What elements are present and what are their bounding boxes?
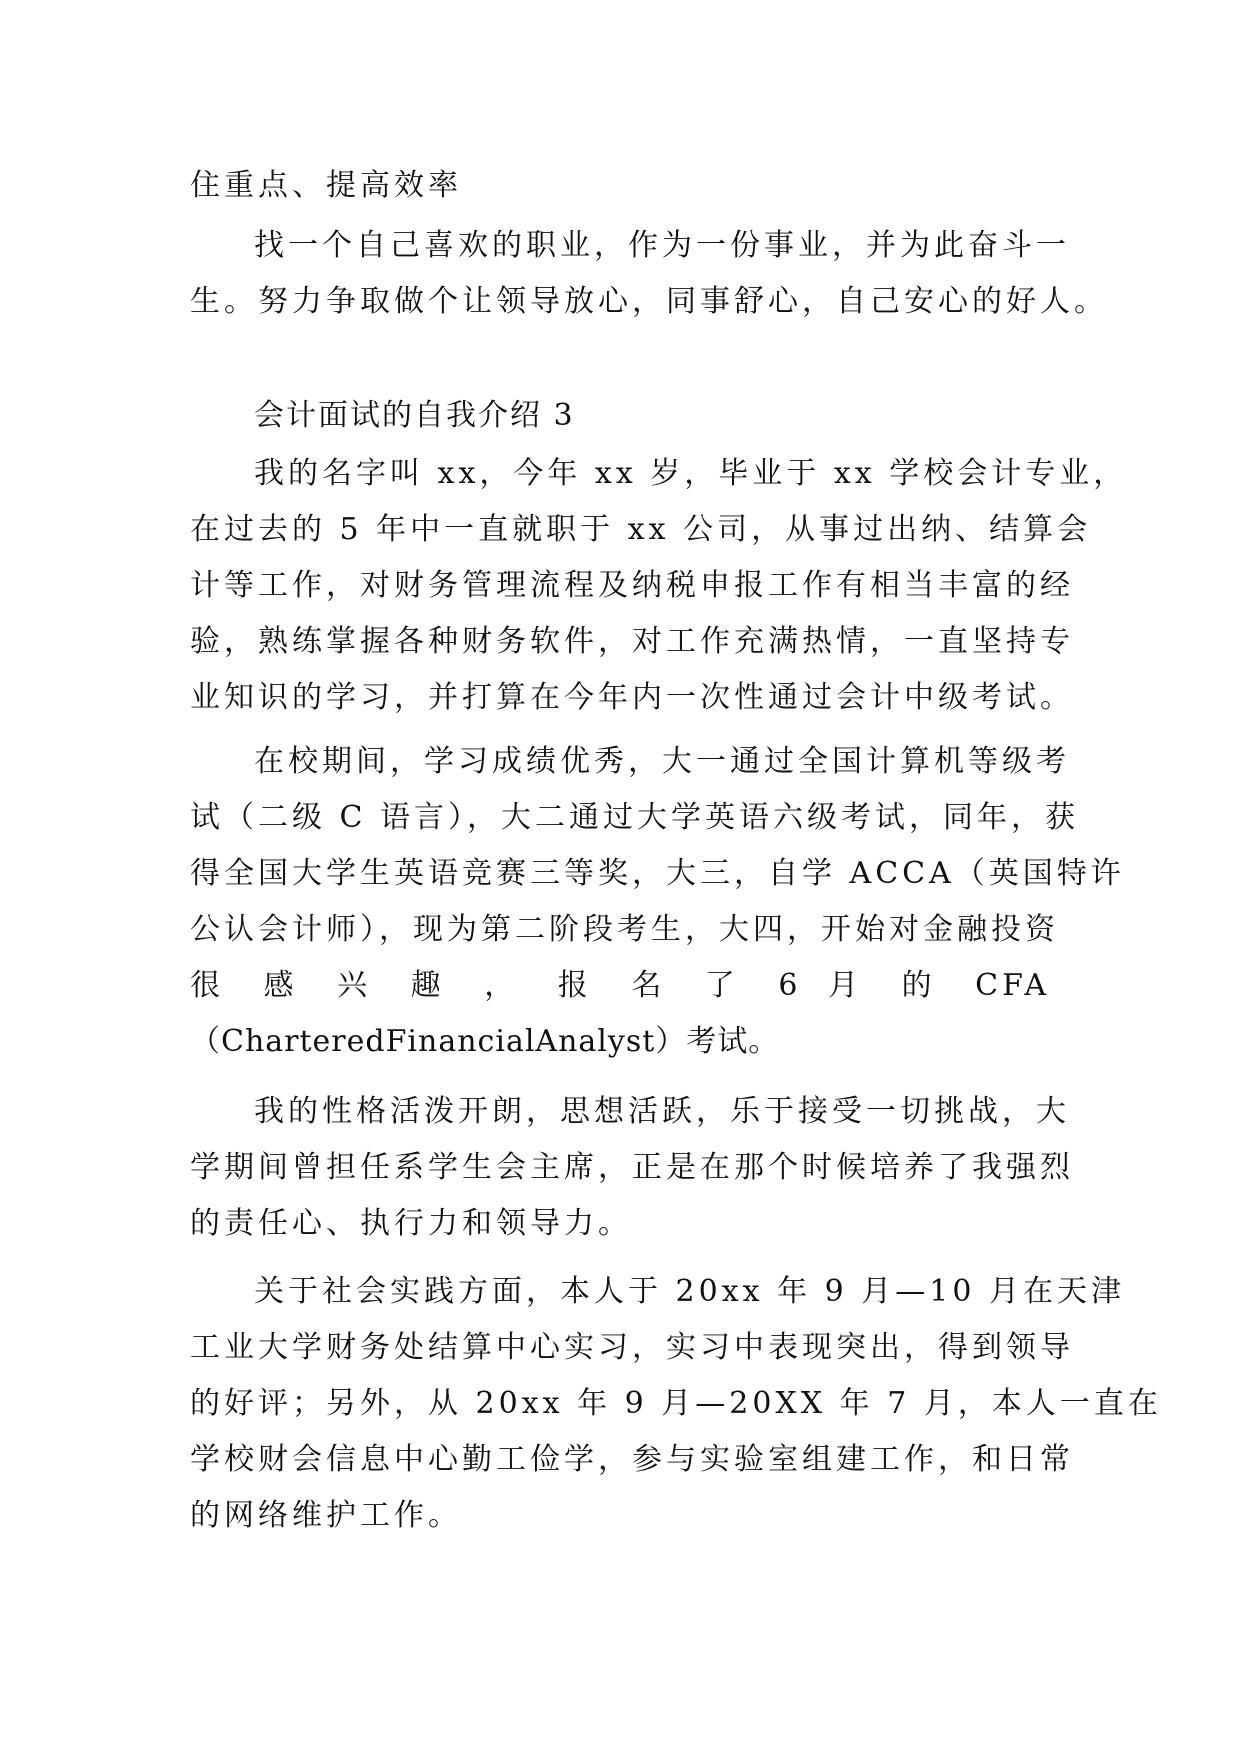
paragraph-3-line-4: 验，熟练掌握各种财务软件，对工作充满热情，一直坚持专 [190, 624, 1074, 659]
paragraph-5-line-3: 的责任心、执行力和领导力。 [190, 1206, 632, 1241]
paragraph-4-line-2: 试（二级 C 语言），大二通过大学英语六级考试，同年，获 [190, 800, 1080, 835]
paragraph-3-line-5: 业知识的学习，并打算在今年内一次性通过会计中级考试。 [190, 680, 1074, 715]
paragraph-4-line-5: 很 感 兴 趣 ， 报 名 了 6 月 的 CFA [190, 968, 1050, 1003]
paragraph-1-line-1: 住重点、提高效率 [190, 168, 462, 203]
paragraph-6-line-1: 关于社会实践方面，本人于 20xx 年 9 月—10 月在天津 [254, 1274, 1125, 1309]
paragraph-6-line-2: 工业大学财务处结算中心实习，实习中表现突出，得到领导 [190, 1330, 1074, 1365]
paragraph-3-line-1: 我的名字叫 xx，今年 xx 岁，毕业于 xx 学校会计专业， [254, 456, 1128, 491]
section-heading: 会计面试的自我介绍 3 [254, 398, 575, 433]
paragraph-3-line-3: 计等工作，对财务管理流程及纳税申报工作有相当丰富的经 [190, 568, 1074, 603]
paragraph-4-line-4: 公认会计师），现为第二阶段考生，大四，开始对金融投资 [190, 912, 1059, 947]
paragraph-4-line-6: （CharteredFinancialAnalyst）考试。 [190, 1024, 780, 1059]
paragraph-4-line-1: 在校期间，学习成绩优秀，大一通过全国计算机等级考 [254, 744, 1070, 779]
paragraph-5-line-1: 我的性格活泼开朗，思想活跃，乐于接受一切挑战，大 [254, 1094, 1070, 1129]
paragraph-6-line-3: 的好评；另外，从 20xx 年 9 月—20XX 年 7 月，本人一直在 [190, 1386, 1162, 1421]
paragraph-3-line-2: 在过去的 5 年中一直就职于 xx 公司，从事过出纳、结算会 [190, 512, 1092, 547]
paragraph-6-line-4: 学校财会信息中心勤工俭学，参与实验室组建工作，和日常 [190, 1442, 1074, 1477]
paragraph-4-line-3: 得全国大学生英语竞赛三等奖，大三，自学 ACCA（英国特许 [190, 856, 1125, 891]
paragraph-6-line-5: 的网络维护工作。 [190, 1498, 462, 1533]
paragraph-2-line-2: 生。努力争取做个让领导放心，同事舒心，自己安心的好人。 [190, 284, 1108, 319]
paragraph-2-line-1: 找一个自己喜欢的职业，作为一份事业，并为此奋斗一 [254, 228, 1070, 263]
paragraph-5-line-2: 学期间曾担任系学生会主席，正是在那个时候培养了我强烈 [190, 1150, 1074, 1185]
